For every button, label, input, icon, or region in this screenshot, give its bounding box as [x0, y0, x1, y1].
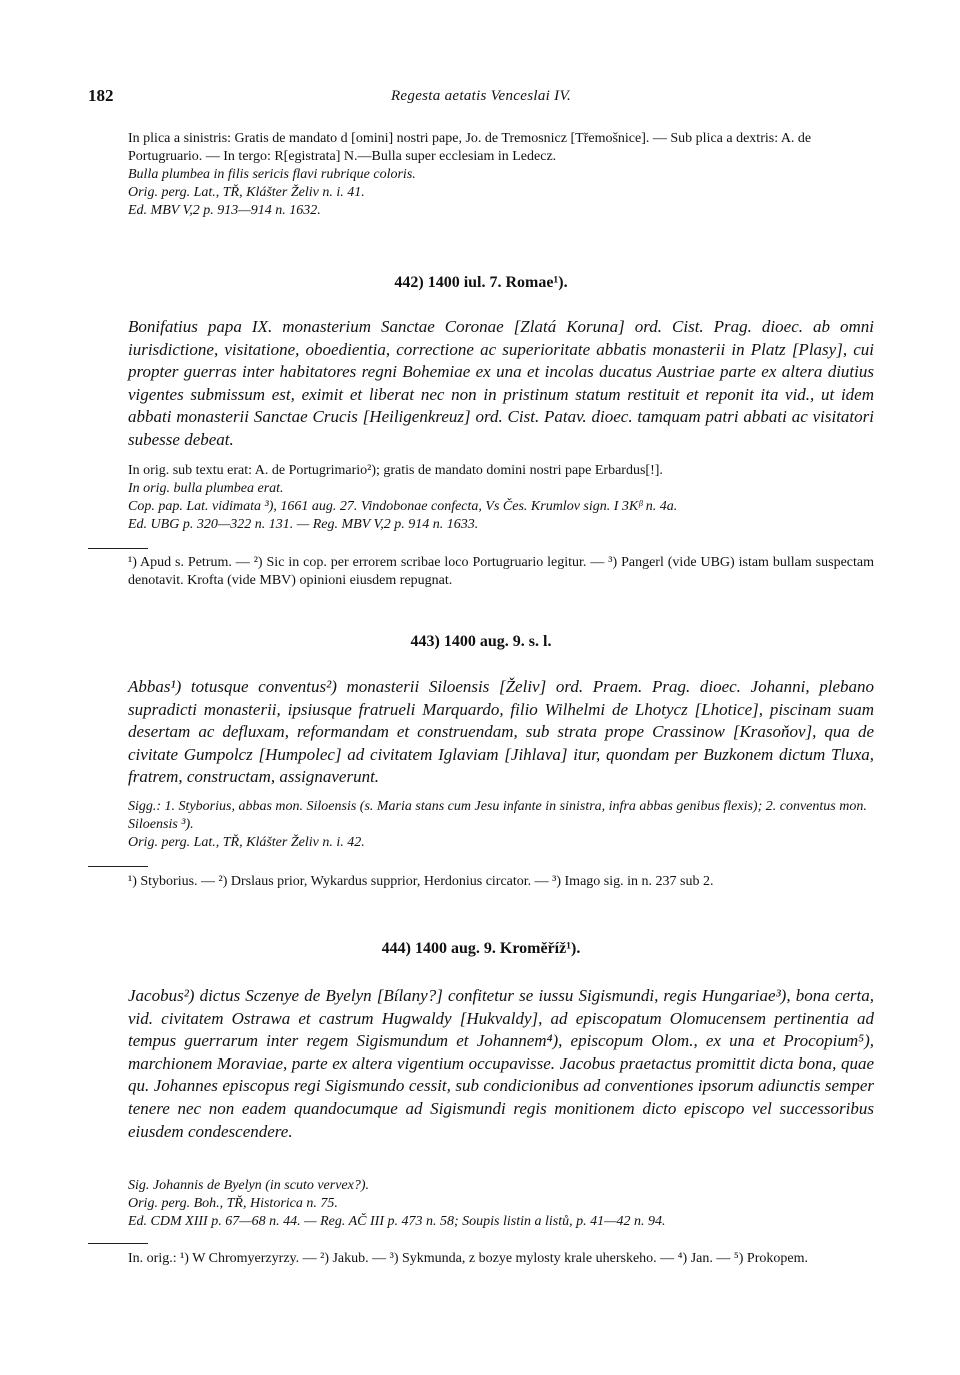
entry-heading: 443) 1400 aug. 9. s. l.: [410, 633, 552, 650]
note-plica: In plica a sinistris: Gratis de mandato d [omini] nostri pape, Jo. de Tremosnicz [Třemošnice]. — Sub plica a dextris: A. de Portugruario. — In tergo: R[egistrata] N.—Bulla super ecclesiam in Ledecz.: [128, 131, 812, 164]
top-notes: [128, 130, 874, 220]
entry-notes: [128, 798, 874, 852]
entry-heading: 444) 1400 aug. 9. Kroměříž¹).: [381, 940, 581, 957]
entry-notes: [128, 462, 874, 534]
note-line: Sig. Johannis de Byelyn (in scuto vervex?).: [128, 1178, 370, 1193]
note-line: Ed. CDM XIII p. 67—68 n. 44. — Reg. AČ III p. 473 n. 58; Soupis listin a listů, p. 41—42 n. 94.: [128, 1214, 666, 1229]
entry-notes: [128, 1177, 874, 1231]
note-line: In orig. sub textu erat: A. de Portugrimario²); gratis de mandato domini nostri pape Erbardus[!].: [128, 463, 663, 478]
footnote-rule: [88, 548, 148, 549]
note-line: Ed. UBG p. 320—322 n. 131. — Reg. MBV V,2 p. 914 n. 1633.: [128, 517, 479, 532]
note-line: Sigg.: 1. Styborius, abbas mon. Siloensis (s. Maria stans cum Jesu infante in sinistra, infra abbas genibus flexis); 2. conventus mon. Siloensis ³).: [128, 799, 867, 832]
running-head: [88, 86, 874, 110]
note-line: Orig. perg. Boh., TŘ, Historica n. 75.: [128, 1196, 338, 1211]
entry-text: Jacobus²) dictus Sczenye de Byelyn [Bílany?] confitetur se iussu Sigismundi, regis Hungariae³), bona certa, vid. civitatem Ostrawa et castrum Hugwaldy [Hukvaldy], ad episcopatum Olomucensem pertinentia ad tempus guerrarum inter regem Sigismundum et Johannem⁴), episcopum Olom., ex una et Procopium⁵), marchionem Moraviae, parte ex altera vigentium occupavisse. Jacobus praetactus promittit dicta bona, quae qu. Johannes episcopus regi Sigismundo cessit, sub condicionibus ad conventiones ipsorum adiunctis semper tenere nec non eadem quandocumque ad Sigismundi regis monitionem dicto episcopo vel successoribus eiusdem condescendere.: [128, 986, 874, 1141]
note-bulla: Bulla plumbea in filis sericis flavi rubrique coloris.: [128, 167, 416, 182]
footnotes: In. orig.: ¹) W Chromyerzyrzy. — ²) Jakub. — ³) Sykmunda, z bozye mylosty krale uherskeho. — ⁴) Jan. — ⁵) Prokopem.: [128, 1251, 808, 1266]
entry-heading: 442) 1400 iul. 7. Romae¹).: [394, 274, 568, 291]
note-orig: Orig. perg. Lat., TŘ, Klášter Želiv n. i. 41.: [128, 185, 365, 200]
entry-text: Abbas¹) totusque conventus²) monasterii Siloensis [Želiv] ord. Praem. Prag. dioec. Johanni, plebano supradicti monasterii, ipsiusque fratrueli Marquardo, filio Wilhelmi de Lhotycz [Lhotice], piscinam suam desertam ac defluxam, reformandam et construendam, sub strata prope Crassinow [Krasoňov], qua de civitate Gumpolcz [Humpolec] ad civitatem Iglaviam [Jihlava] itur, quondam per Buzkonem dictum Tluxa, fratrem, constructam, assignaverunt.: [128, 677, 874, 787]
note-line: Cop. pap. Lat. vidimata ³), 1661 aug. 27. Vindobonae confecta, Vs Čes. Krumlov sign. I 3Kᵝ n. 4a.: [128, 499, 678, 514]
entry-text: Bonifatius papa IX. monasterium Sanctae Coronae [Zlatá Koruna] ord. Cist. Prag. dioec. ab omni iurisdictione, visitatione, oboedientia, correctione ac superioritate abbatis monasterii in Platz [Plasy], cui propter guerras inter habitatores regni Bohemiae ex una et incolas ducatus Austriae parte ex altera diutius vigentes submissum est, eximit et liberat nec non in pristinum statum restituit et reponit ita vid., ut idem abbati monasterii Sanctae Crucis [Heiligenkreuz] ord. Cist. Patav. dioec. tamquam patri abbati ac visitatori subesse debeat.: [128, 317, 874, 449]
page-number: 182: [88, 86, 114, 105]
note-line: In orig. bulla plumbea erat.: [128, 481, 284, 496]
footnote-rule: [88, 866, 148, 867]
footnotes: ¹) Styborius. — ²) Drslaus prior, Wykardus supprior, Herdonius circator. — ³) Imago sig. in n. 237 sub 2.: [128, 874, 714, 889]
footnotes: ¹) Apud s. Petrum. — ²) Sic in cop. per errorem scribae loco Portugruario legitur. — ³) Pangerl (vide UBG) istam bullam suspectam denotavit. Krofta (vide MBV) opinioni eiusdem repugnat.: [128, 555, 874, 588]
running-title: Regesta aetatis Venceslai IV.: [390, 88, 572, 104]
footnote-rule: [88, 1243, 148, 1244]
note-edition: Ed. MBV V,2 p. 913—914 n. 1632.: [128, 203, 321, 218]
note-line: Orig. perg. Lat., TŘ, Klášter Želiv n. i. 42.: [128, 835, 365, 850]
